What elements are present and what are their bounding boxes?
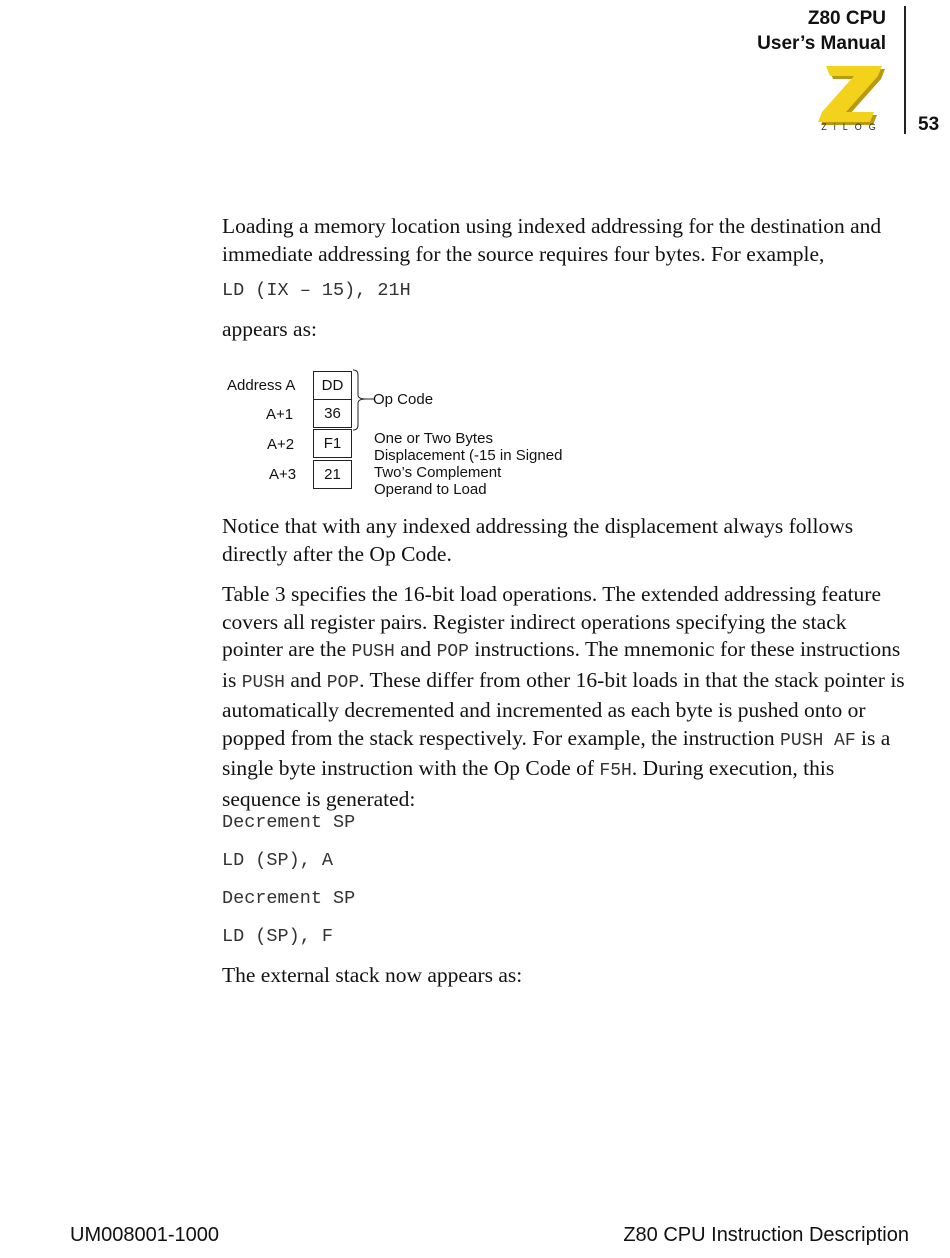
code-line: LD (SP), F (222, 926, 334, 947)
text-run: and (394, 637, 437, 661)
page-number: 53 (918, 114, 940, 135)
code-line: LD (SP), A (222, 850, 334, 871)
paragraph-16bit-loads (222, 581, 912, 813)
address-label: A+2 (267, 436, 295, 453)
title-line-2: User’s Manual (757, 33, 886, 54)
paragraph-intro: Loading a memory location using indexed addressing for the destination and immediate addressing for the source requires four bytes. For example, (222, 214, 882, 266)
inline-code-push: PUSH (351, 642, 395, 662)
note-line: Operand to Load (374, 481, 487, 498)
paragraph-displacement: Notice that with any indexed addressing the displacement always follows directly after the Op Code. (222, 514, 854, 566)
byte-cell: DD (313, 371, 352, 400)
text-run: . These differ from other 16-bit loads in that the stack pointer is automatically decremented and incremented as each byte is pushed onto or popped from the stack respectively. For example, the instruction (222, 667, 905, 750)
byte-cell: F1 (313, 429, 352, 458)
inline-code-f5h: F5H (599, 761, 632, 781)
inline-code-push-af: PUSH AF (780, 730, 856, 751)
text-run: and (284, 667, 327, 692)
paragraph-external-stack: The external stack now appears as: (222, 963, 523, 987)
paragraph-appears-as: appears as: (222, 317, 317, 341)
address-label: Address A (227, 377, 296, 394)
note-line: Two’s Complement (374, 464, 502, 481)
inline-code-pop: POP (436, 642, 469, 662)
title-line-1: Z80 CPU (807, 8, 886, 29)
byte-cell: 36 (313, 399, 352, 428)
footer-doc-id: UM008001-1000 (70, 1224, 219, 1246)
address-label: A+3 (269, 466, 297, 483)
code-line: Decrement SP (222, 888, 356, 909)
code-line: Decrement SP (222, 812, 356, 833)
text-run: Table 3 specifies the 16-bit load operations. The extended addressing feature covers all register pairs. Register indirect operations specifying the stack pointer are the (222, 582, 881, 661)
footer-section-title: Z80 CPU Instruction Description (623, 1224, 909, 1246)
note-line: Displacement (-15 in Signed (374, 447, 563, 464)
displacement-note (374, 430, 562, 498)
text-run: instructions. The mnemonic for these instructions is (222, 637, 901, 692)
manual-title (757, 6, 886, 56)
text-run: is a single byte instruction with the Op Code of (222, 725, 891, 780)
code-example-ld: LD (IX – 15), 21H (222, 280, 411, 301)
address-label: A+1 (266, 406, 294, 423)
byte-cell: 21 (313, 460, 352, 489)
inline-code-pop: POP (326, 672, 360, 693)
header-divider (904, 6, 906, 134)
note-line: One or Two Bytes (374, 430, 493, 447)
inline-code-push: PUSH (241, 672, 285, 693)
logo-wordmark: ZiLOG (821, 122, 883, 132)
opcode-label: Op Code (373, 391, 434, 408)
text-run: . During execution, this sequence is generated: (222, 756, 835, 811)
